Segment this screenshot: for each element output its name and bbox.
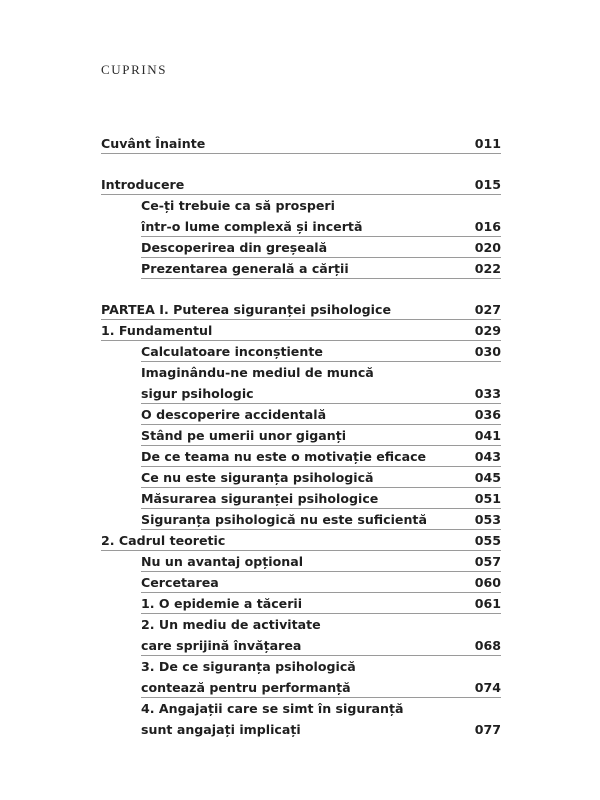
toc-entry-title: De ce teama nu este o motivație eficace	[141, 449, 427, 464]
toc-entry-page: 022	[474, 261, 501, 276]
toc-entry-page: 011	[474, 136, 501, 151]
toc-entry-page: 045	[474, 470, 501, 485]
toc-entry-page: 015	[474, 177, 501, 192]
toc-entry-title: Cuvânt Înainte	[101, 136, 206, 151]
toc-entry-giganti	[101, 425, 501, 446]
table-of-contents	[101, 133, 501, 740]
toc-entry-title: care sprijină învățarea	[141, 638, 302, 653]
toc-entry-title: Ce nu este siguranța psihologică	[141, 470, 374, 485]
toc-entry-performanta-line1	[101, 656, 501, 677]
toc-entry-prosperi-line1	[101, 195, 501, 216]
toc-entry-title: într-o lume complexă și incertă	[141, 219, 363, 234]
toc-entry-page: 029	[474, 323, 501, 338]
toc-entry-angajati	[101, 719, 501, 740]
toc-entry-title: Imaginându-ne mediul de muncă	[141, 365, 374, 380]
toc-entry-title: Siguranța psihologică nu este suficientă	[141, 512, 427, 527]
toc-entry-title: 1. Fundamentul	[101, 323, 213, 338]
toc-entry-page: 060	[474, 575, 501, 590]
toc-entry-title: Introducere	[101, 177, 185, 192]
toc-entry-mediu-line1	[101, 614, 501, 635]
toc-entry-title: Nu un avantaj opțional	[141, 554, 304, 569]
toc-entry-title: 1. O epidemie a tăcerii	[141, 596, 303, 611]
toc-entry-descoperire-accidentala	[101, 404, 501, 425]
toc-entry-cercetarea	[101, 572, 501, 593]
toc-entry-title: sigur psihologic	[141, 386, 254, 401]
toc-entry-page: 030	[474, 344, 501, 359]
toc-entry-mediu	[101, 635, 501, 656]
toc-entry-page: 051	[474, 491, 501, 506]
toc-entry-angajati-line1	[101, 698, 501, 719]
toc-entry-title: O descoperire accidentală	[141, 407, 327, 422]
toc-entry-page: 053	[474, 512, 501, 527]
toc-entry-performanta	[101, 677, 501, 698]
toc-entry-title: 2. Un mediu de activitate	[141, 617, 321, 632]
toc-entry-partea-1	[101, 299, 501, 320]
toc-entry-title: PARTEA I. Puterea siguranței psihologice	[101, 302, 392, 317]
toc-entry-masurarea	[101, 488, 501, 509]
toc-entry-prosperi	[101, 216, 501, 237]
toc-entry-page: 020	[474, 240, 501, 255]
toc-entry-page: 061	[474, 596, 501, 611]
toc-entry-introducere	[101, 174, 501, 195]
toc-entry-page: 027	[474, 302, 501, 317]
toc-entry-fundamentul	[101, 320, 501, 341]
toc-entry-teama	[101, 446, 501, 467]
toc-entry-title: Stând pe umerii unor giganți	[141, 428, 347, 443]
toc-entry-title: Calculatoare inconștiente	[141, 344, 323, 359]
toc-entry-cadrul-teoretic	[101, 530, 501, 551]
toc-entry-calculatoare	[101, 341, 501, 362]
toc-entry-descoperirea	[101, 237, 501, 258]
toc-entry-page: 074	[474, 680, 501, 695]
toc-entry-imaginandu-line1	[101, 362, 501, 383]
toc-entry-title: Descoperirea din greșeală	[141, 240, 328, 255]
toc-entry-avantaj-optional	[101, 551, 501, 572]
toc-entry-title: sunt angajați implicați	[141, 722, 301, 737]
toc-entry-cuvant-inainte	[101, 133, 501, 154]
toc-entry-imaginandu	[101, 383, 501, 404]
toc-entry-title: Ce-ți trebuie ca să prosperi	[141, 198, 335, 213]
toc-entry-title: contează pentru performanță	[141, 680, 351, 695]
toc-heading: CUPRINS	[101, 62, 168, 77]
toc-entry-nu-este-suficienta	[101, 509, 501, 530]
toc-entry-title: 3. De ce siguranța psihologică	[141, 659, 356, 674]
toc-entry-title: Cercetarea	[141, 575, 219, 590]
toc-entry-title: 4. Angajații care se simt în siguranță	[141, 701, 404, 716]
toc-entry-page: 068	[474, 638, 501, 653]
toc-entry-epidemie	[101, 593, 501, 614]
toc-entry-title: 2. Cadrul teoretic	[101, 533, 226, 548]
toc-entry-ce-nu-este	[101, 467, 501, 488]
toc-entry-page: 041	[474, 428, 501, 443]
toc-entry-page: 016	[474, 219, 501, 234]
toc-entry-page: 077	[474, 722, 501, 737]
toc-entry-page: 033	[474, 386, 501, 401]
toc-entry-page: 036	[474, 407, 501, 422]
toc-entry-page: 055	[474, 533, 501, 548]
toc-entry-page: 043	[474, 449, 501, 464]
toc-entry-title: Măsurarea siguranței psihologice	[141, 491, 379, 506]
toc-entry-title: Prezentarea generală a cărții	[141, 261, 349, 276]
toc-entry-prezentarea	[101, 258, 501, 279]
toc-entry-page: 057	[474, 554, 501, 569]
